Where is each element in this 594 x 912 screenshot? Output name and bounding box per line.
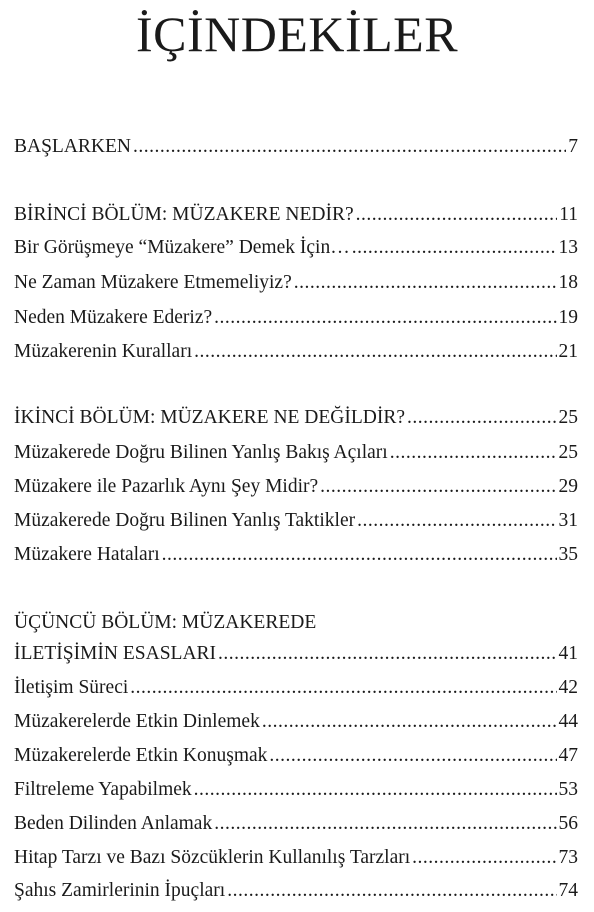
dot-leader bbox=[269, 743, 556, 769]
dot-leader bbox=[357, 508, 556, 534]
toc-entry[interactable] bbox=[14, 675, 578, 701]
toc-entry-label: BİRİNCİ BÖLÜM: MÜZAKERE NEDİR? bbox=[14, 204, 354, 225]
toc-entry-label: İletişim Süreci bbox=[14, 677, 129, 698]
toc-entry[interactable] bbox=[14, 440, 578, 466]
dot-leader bbox=[356, 202, 558, 228]
toc-entry-page: 44 bbox=[558, 711, 578, 732]
toc-chapter-2[interactable] bbox=[14, 405, 578, 431]
dot-leader bbox=[133, 134, 566, 160]
toc-entry-label: Müzakerede Doğru Bilinen Yanlış Taktikler bbox=[14, 510, 356, 531]
toc-entry[interactable] bbox=[14, 235, 578, 261]
toc-entry-label: Şahıs Zamirlerinin İpuçları bbox=[14, 880, 226, 901]
dot-leader bbox=[194, 339, 556, 365]
toc-entry-label: BAŞLARKEN bbox=[14, 136, 132, 157]
dot-leader bbox=[130, 675, 556, 701]
dot-leader bbox=[407, 405, 556, 431]
toc-chapter-1[interactable] bbox=[14, 202, 578, 228]
toc-entry[interactable] bbox=[14, 508, 578, 534]
toc-entry-page: 31 bbox=[558, 510, 578, 531]
dot-leader bbox=[227, 878, 556, 904]
toc-entry-page: 41 bbox=[558, 643, 578, 664]
toc-entry[interactable] bbox=[14, 339, 578, 365]
toc-entry-page: 13 bbox=[558, 237, 578, 258]
toc-entry[interactable] bbox=[14, 878, 578, 904]
toc-chapter-3[interactable] bbox=[14, 641, 578, 667]
toc-entry-page: 29 bbox=[558, 476, 578, 497]
page-title: İÇİNDEKİLER bbox=[135, 6, 459, 62]
dot-leader bbox=[214, 305, 556, 331]
dot-leader bbox=[390, 440, 557, 466]
toc-entry[interactable] bbox=[14, 743, 578, 769]
toc-entry[interactable] bbox=[14, 305, 578, 331]
toc-entry-label: Müzakerede Doğru Bilinen Yanlış Bakış Açıları bbox=[14, 442, 388, 463]
toc-entry-label: Müzakerelerde Etkin Konuşmak bbox=[14, 745, 268, 766]
toc-entry-label: Ne Zaman Müzakere Etmemeliyiz? bbox=[14, 272, 292, 293]
dot-leader bbox=[412, 845, 556, 871]
toc-entry-label: Bir Görüşmeye “Müzakere” Demek İçin… bbox=[14, 237, 350, 258]
dot-leader bbox=[162, 542, 557, 568]
dot-leader bbox=[262, 709, 557, 735]
toc-entry-page: 56 bbox=[558, 813, 578, 834]
toc-entry-page: 74 bbox=[558, 880, 578, 901]
toc-entry-label: Müzakerelerde Etkin Dinlemek bbox=[14, 711, 260, 732]
toc-entry-label: İKİNCİ BÖLÜM: MÜZAKERE NE DEĞİLDİR? bbox=[14, 407, 406, 428]
toc-entry-label: Hitap Tarzı ve Bazı Sözcüklerin Kullanılış Tarzları bbox=[14, 847, 411, 868]
toc-entry-label: İLETİŞİMİN ESASLARI bbox=[14, 643, 217, 664]
dot-leader bbox=[214, 811, 556, 837]
dot-leader bbox=[320, 474, 556, 500]
toc-entry-page: 25 bbox=[558, 442, 578, 463]
toc-entry-page: 11 bbox=[559, 204, 578, 225]
toc-entry[interactable] bbox=[14, 709, 578, 735]
toc-entry-label: Müzakere ile Pazarlık Aynı Şey Midir? bbox=[14, 476, 319, 497]
toc-entry-page: 19 bbox=[558, 307, 578, 328]
toc-entry-page: 18 bbox=[558, 272, 578, 293]
toc-chapter-3-line1[interactable]: ÜÇÜNCÜ BÖLÜM: MÜZAKEREDE bbox=[14, 612, 317, 633]
toc-entry-label: Neden Müzakere Ederiz? bbox=[14, 307, 213, 328]
toc-entry-page: 73 bbox=[558, 847, 578, 868]
toc-entry[interactable] bbox=[14, 474, 578, 500]
toc-entry[interactable] bbox=[14, 811, 578, 837]
toc-entry-page: 53 bbox=[558, 779, 578, 800]
dot-leader bbox=[218, 641, 556, 667]
toc-entry[interactable] bbox=[14, 845, 578, 871]
toc-entry-page: 25 bbox=[558, 407, 578, 428]
toc-entry-baslarken[interactable] bbox=[14, 134, 578, 160]
dot-leader bbox=[352, 235, 557, 261]
toc-entry-label: Beden Dilinden Anlamak bbox=[14, 813, 213, 834]
toc-entry-label: Müzakere Hataları bbox=[14, 544, 160, 565]
toc-entry-page: 7 bbox=[568, 136, 578, 157]
toc-entry-page: 35 bbox=[558, 544, 578, 565]
toc-entry-label: Müzakerenin Kuralları bbox=[14, 341, 193, 362]
toc-entry[interactable] bbox=[14, 777, 578, 803]
dot-leader bbox=[294, 270, 557, 296]
toc-entry-page: 21 bbox=[558, 341, 578, 362]
toc-entry-page: 47 bbox=[558, 745, 578, 766]
toc-entry-page: 42 bbox=[558, 677, 578, 698]
toc-entry-label: Filtreleme Yapabilmek bbox=[14, 779, 192, 800]
toc-entry[interactable] bbox=[14, 542, 578, 568]
dot-leader bbox=[194, 777, 557, 803]
toc-entry[interactable] bbox=[14, 270, 578, 296]
